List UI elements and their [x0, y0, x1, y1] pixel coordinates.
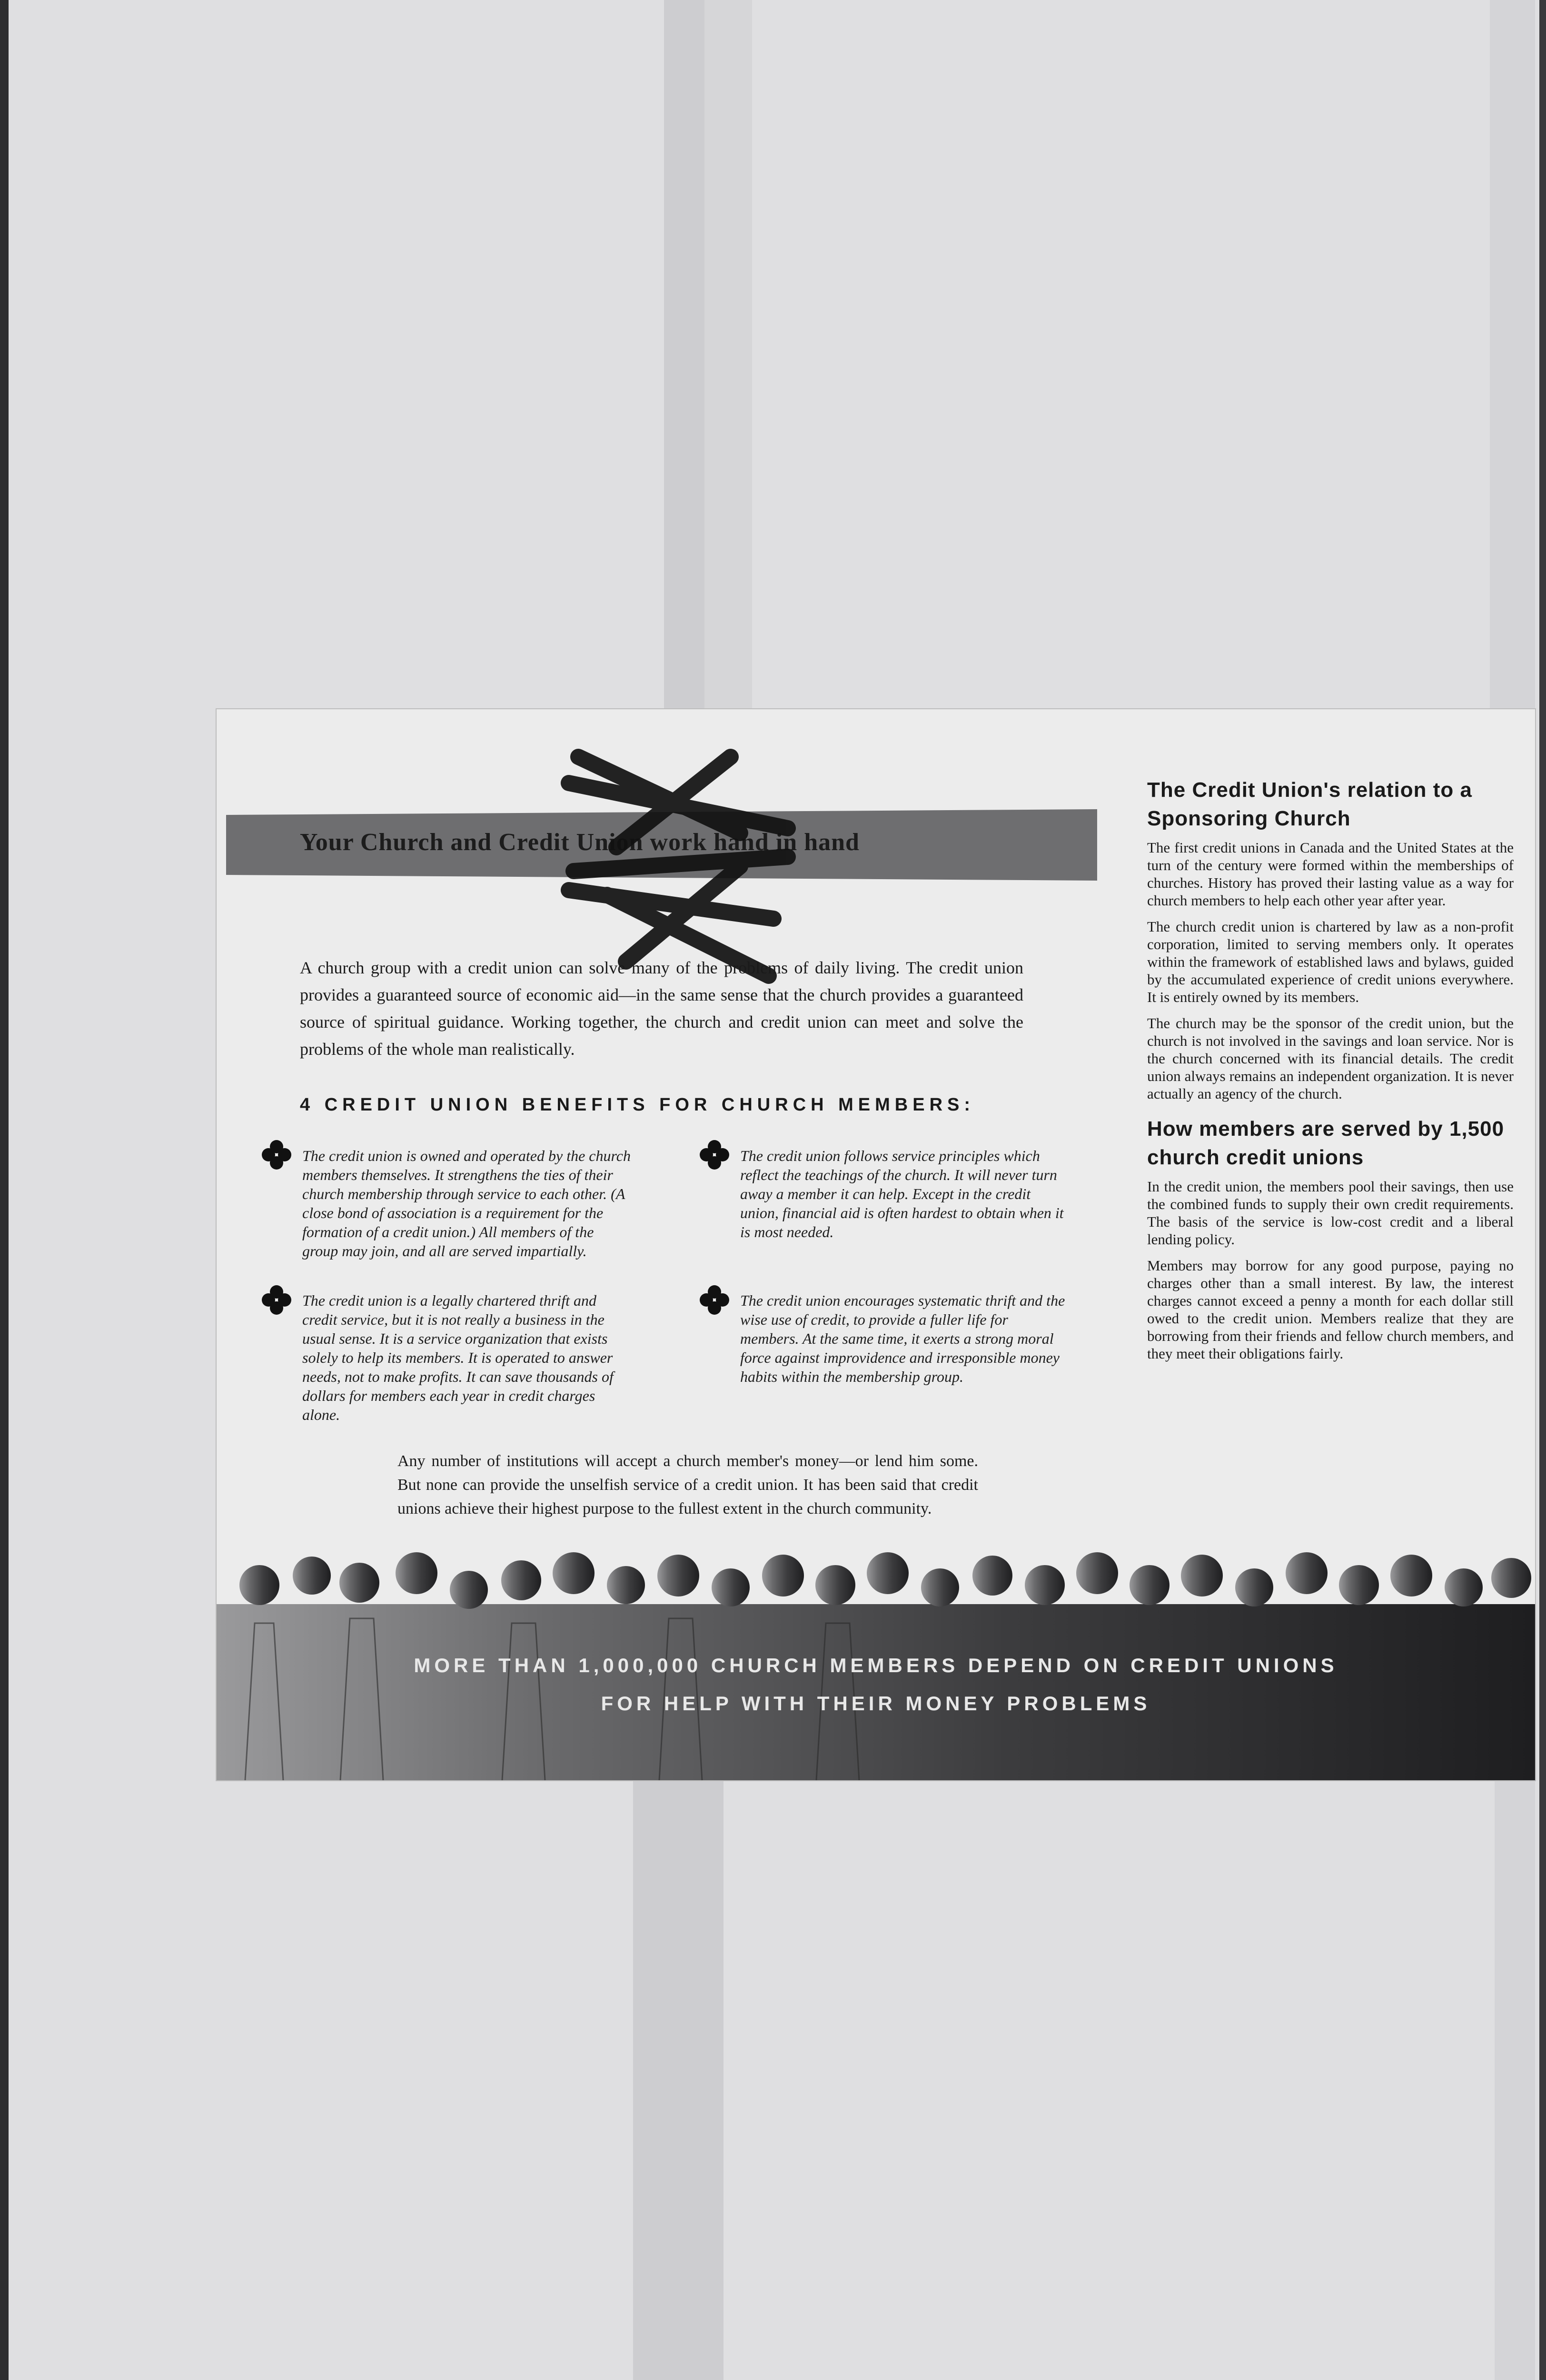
tape-right-strip	[1490, 0, 1535, 714]
sidebar-paragraph: The church may be the sponsor of the credit union, but the church is not involved in the savings and loan service. Nor is the church concerned with its financial details. The credit union always remains an independent organization. It is never actually an agency of the church.	[1147, 1015, 1514, 1102]
crowd-caption-line1: MORE THAN 1,000,000 CHURCH MEMBERS DEPEND ON CREDIT UNIONS	[414, 1654, 1338, 1676]
benefit-2: The credit union follows service principles which reflect the teachings of the church. It will never turn away a member it can help. Except in the credit union, financial aid is often hardest to obtain when it is most needed.	[740, 1147, 1064, 1240]
crowd-caption-line2: FOR HELP WITH THEIR MONEY PROBLEMS	[601, 1692, 1151, 1715]
quatrefoil-bullet-icon	[700, 1140, 729, 1170]
benefit-4: The credit union encourages systematic thrift and the wise use of credit, to provide a fuller life for members. At the same time, it exerts a strong moral force against improvidence and irresponsible money habits within the membership group.	[740, 1292, 1065, 1385]
benefit-1: The credit union is owned and operated by the church members themselves. It strengthens the ties of their church membership through service to each other. (A close bond of association is a requirement for the formation of a credit union.) All members of the group may join, and all are served impartially.	[302, 1147, 631, 1259]
sidebar-heading-relation: The Credit Union's relation to a Sponsoring Church	[1147, 778, 1472, 830]
quatrefoil-bullet-icon	[262, 1285, 291, 1315]
scan-right-edge	[1539, 0, 1546, 2380]
tape-vertical-middle	[697, 0, 752, 714]
tape-right-lower	[1495, 1780, 1535, 2380]
intro-paragraph: A church group with a credit union can solve many of the problems of daily living. The credit union provides a guaranteed source of economic aid—in the same sense that the church provides a guaranteed source of spiritual guidance. Working together, the church and credit union can meet and solve the problems of the whole man realistically.	[300, 958, 1023, 1059]
credit-union-leaflet	[217, 709, 1535, 1780]
quatrefoil-bullet-icon	[700, 1285, 729, 1315]
banner-title: Your Church and Credit Union work hand in hand	[300, 829, 860, 856]
sidebar-paragraph: In the credit union, the members pool their savings, then use the combined funds to supply their own credit requirements. The basis of the service is low-cost credit and a liberal lending policy.	[1147, 1178, 1514, 1248]
benefits-heading: 4 CREDIT UNION BENEFITS FOR CHURCH MEMBERS:	[300, 1095, 975, 1115]
tape-vertical-lower	[633, 1780, 723, 2380]
closing-paragraph: Any number of institutions will accept a church member's money—or lend him some. But none can provide the unselfish service of a credit union. It has been said that credit unions achieve their highest purpose to the fullest extent in the church community.	[397, 1452, 978, 1517]
scan-left-edge	[0, 0, 9, 2380]
sidebar-paragraph: The first credit unions in Canada and the United States at the turn of the century were formed within the memberships of churches. History has proved their lasting value as a way for church members to help each other year after year.	[1147, 839, 1514, 909]
sidebar-paragraph: Members may borrow for any good purpose, paying no charges other than a small interest. By law, the interest charges cannot exceed a penny a month for each dollar still owed to the credit union. Members realize that they are borrowing from their friends and fellow church members, and they meet their obligations fairly.	[1147, 1257, 1514, 1362]
handshake-arrows-graphic	[483, 738, 845, 985]
benefit-3: The credit union is a legally chartered thrift and credit service, but it is not really a business in the usual sense. It is a service organization that exists solely to help its members. It is operated to answer needs, not to make profits. It can save thousands of dollars for members each year in credit charges alone.	[302, 1292, 614, 1423]
sidebar-paragraph: The church credit union is chartered by law as a non-profit corporation, limited to serving members only. It operates within the framework of established laws and bylaws, guided by the accumulated experience of credit unions everywhere. It is entirely owned by its members.	[1147, 918, 1514, 1005]
sidebar-heading-members: How members are served by 1,500 church credit unions	[1147, 1117, 1505, 1169]
sidebar-column	[1147, 776, 1514, 1371]
quatrefoil-bullet-icon	[262, 1140, 291, 1170]
